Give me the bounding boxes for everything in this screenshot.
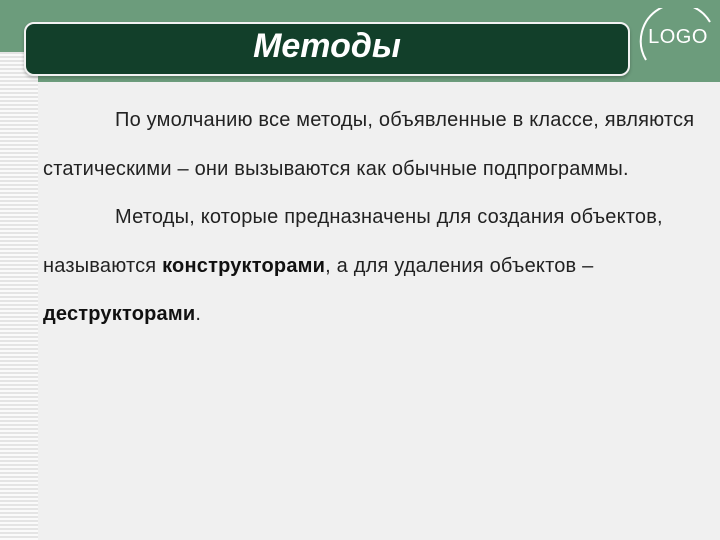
paragraph-1 — [43, 96, 703, 193]
logo-text: LOGO — [648, 26, 708, 48]
left-stripe-decoration — [0, 52, 38, 540]
paragraph-2-text-3: . — [195, 303, 202, 325]
paragraph-2-text-2: , а для удаления объектов – — [325, 254, 594, 277]
term-constructors: конструкторами — [162, 254, 326, 277]
paragraph-2-text-1: Методы, которые предназначены для создания объектов, называются — [43, 206, 663, 277]
slide-title: Методы — [253, 27, 401, 65]
term-destructors: деструкторами — [43, 303, 196, 325]
slide-body — [43, 96, 703, 339]
paragraph-1-text: По умолчанию все методы, объявленные в классе, являются статическими – они вызываются как обычные подпрограммы. — [43, 109, 695, 180]
logo — [638, 8, 718, 72]
paragraph-2 — [43, 193, 703, 339]
